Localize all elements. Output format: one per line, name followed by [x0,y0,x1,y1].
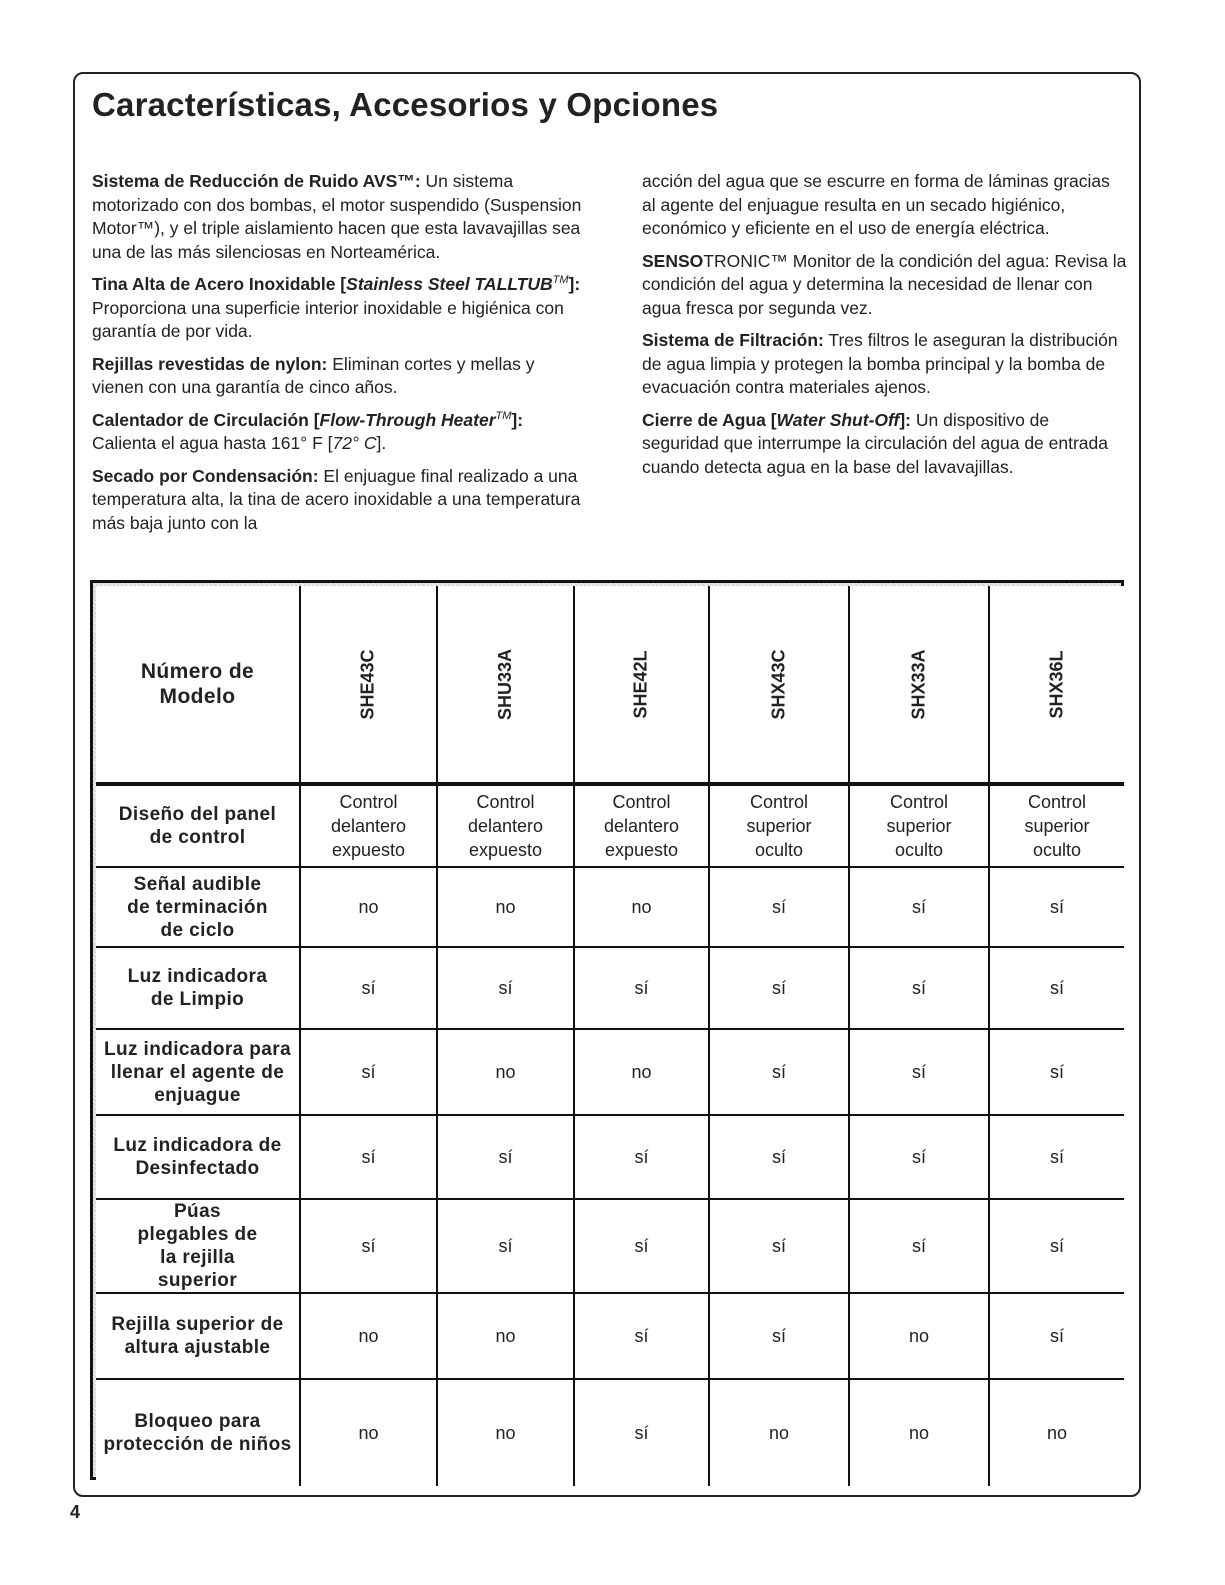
table-cell: Control delantero expuesto [438,786,575,868]
table-cell: sí [575,1116,710,1200]
table-cell: sí [710,1294,850,1380]
table-cell: no [850,1294,990,1380]
table-row [96,786,1124,868]
model-header: SHU33A [438,586,575,786]
model-comparison-table [90,580,1124,1480]
table-cell: sí [575,1294,710,1380]
model-header: SHX36L [990,586,1124,786]
table-cell: sí [710,1116,850,1200]
table-cell: no [575,1030,710,1116]
table-cell: sí [990,1294,1124,1380]
table-cell: sí [990,1116,1124,1200]
table-cell: sí [438,1116,575,1200]
table-cell: sí [301,1030,438,1116]
feature-paragraph: Tina Alta de Acero Inoxidable [Stainless Steel TALLTUB™]: Proporciona una superficie interior inoxidable e higiénica con garantía de por vida. [92,274,581,341]
table-cell: Control superior oculto [990,786,1124,868]
row-label: Púas plegables de la rejilla superior [96,1200,301,1294]
table-cell: no [990,1380,1124,1486]
row-label: Luz indicadora de Desinfectado [96,1116,301,1200]
table-cell: sí [850,948,990,1030]
table-row [96,1200,1124,1294]
table-row [96,1294,1124,1380]
feature-paragraph: Calentador de Circulación [Flow-Through Heater™]: Calienta el agua hasta 161° F [72° C]. [92,409,524,453]
feature-paragraph: Sistema de Filtración: Tres filtros le aseguran la distribución de agua limpia y protegen la bomba principal y la bomba de evacuación contra materiales ajenos. [642,330,1118,397]
table-cell: sí [990,948,1124,1030]
feature-paragraph: acción del agua que se escurre en forma de láminas gracias al agente del enjuague resulta en un secado higiénico, económico y eficiente en el uso de energía eléctrica. [642,171,1110,238]
table-cell: no [438,1294,575,1380]
table-cell: sí [850,868,990,948]
row-label: Luz indicadora para llenar el agente de enjuague [96,1030,301,1116]
table-header-label: Número de Modelo [96,586,301,786]
row-label: Señal audible de terminación de ciclo [96,868,301,948]
table-row [96,868,1124,948]
model-header: SHE43C [301,586,438,786]
table-cell: sí [301,948,438,1030]
table-cell: Control delantero expuesto [575,786,710,868]
table-cell: sí [710,1200,850,1294]
feature-paragraph: Rejillas revestidas de nylon: Eliminan cortes y mellas y vienen con una garantía de cinco años. [92,353,535,397]
page-title: Características, Accesorios y Opciones [92,86,719,123]
table-cell: sí [850,1116,990,1200]
table-cell: sí [990,868,1124,948]
table-cell: no [438,1030,575,1116]
model-header: SHE42L [575,586,710,786]
table-cell: sí [850,1030,990,1116]
table-row [96,1030,1124,1116]
table-cell: sí [438,948,575,1030]
table-cell: sí [438,1200,575,1294]
right-text-column [642,170,1127,488]
model-header: SHX33A [850,586,990,786]
table-cell: no [301,868,438,948]
table-cell: no [850,1380,990,1486]
left-text-column [92,170,582,544]
feature-paragraph: Cierre de Agua [Water Shut-Off]: Un dispositivo de seguridad que interrumpe la circulación del agua de entrada cuando detecta agua en la base del lavavajillas. [642,409,1108,477]
table-cell: no [301,1294,438,1380]
table-cell: sí [850,1200,990,1294]
table-cell: no [710,1380,850,1486]
page-number: 4 [70,1502,81,1522]
table-cell: sí [301,1200,438,1294]
table-cell: sí [575,1380,710,1486]
table-cell: no [301,1380,438,1486]
table-row [96,1116,1124,1200]
model-header: SHX43C [710,586,850,786]
table-cell: Control superior oculto [850,786,990,868]
table-cell: sí [301,1116,438,1200]
feature-paragraph: SENSOTRONIC™ Monitor de la condición del agua: Revisa la condición del agua y determina la necesidad de llenar con agua fresca por segunda vez. [642,250,1127,318]
table-cell: Control superior oculto [710,786,850,868]
table-cell: no [438,1380,575,1486]
row-label: Rejilla superior de altura ajustable [96,1294,301,1380]
table-cell: sí [575,948,710,1030]
table-header-row [96,586,1124,786]
table-cell: sí [710,948,850,1030]
table-row [96,948,1124,1030]
table-cell: no [575,868,710,948]
row-label: Luz indicadora de Limpio [96,948,301,1030]
feature-paragraph: Sistema de Reducción de Ruido AVS™: Un sistema motorizado con dos bombas, el motor suspendido (Suspension Motor™), y el triple aislamiento hacen que esta lavavajillas sea una de las más silenciosas en Norteamérica. [92,171,582,262]
table-cell: sí [990,1030,1124,1116]
table-cell: Control delantero expuesto [301,786,438,868]
table-cell: sí [710,868,850,948]
feature-paragraph: Secado por Condensación: El enjuague final realizado a una temperatura alta, la tina de acero inoxidable a una temperatura más baja junto con la [92,465,581,533]
table-cell: sí [990,1200,1124,1294]
row-label: Diseño del panel de control [96,786,301,868]
table-cell: no [438,868,575,948]
table-row [96,1380,1124,1486]
row-label: Bloqueo para protección de niños [96,1380,301,1486]
table-cell: sí [575,1200,710,1294]
table-cell: sí [710,1030,850,1116]
